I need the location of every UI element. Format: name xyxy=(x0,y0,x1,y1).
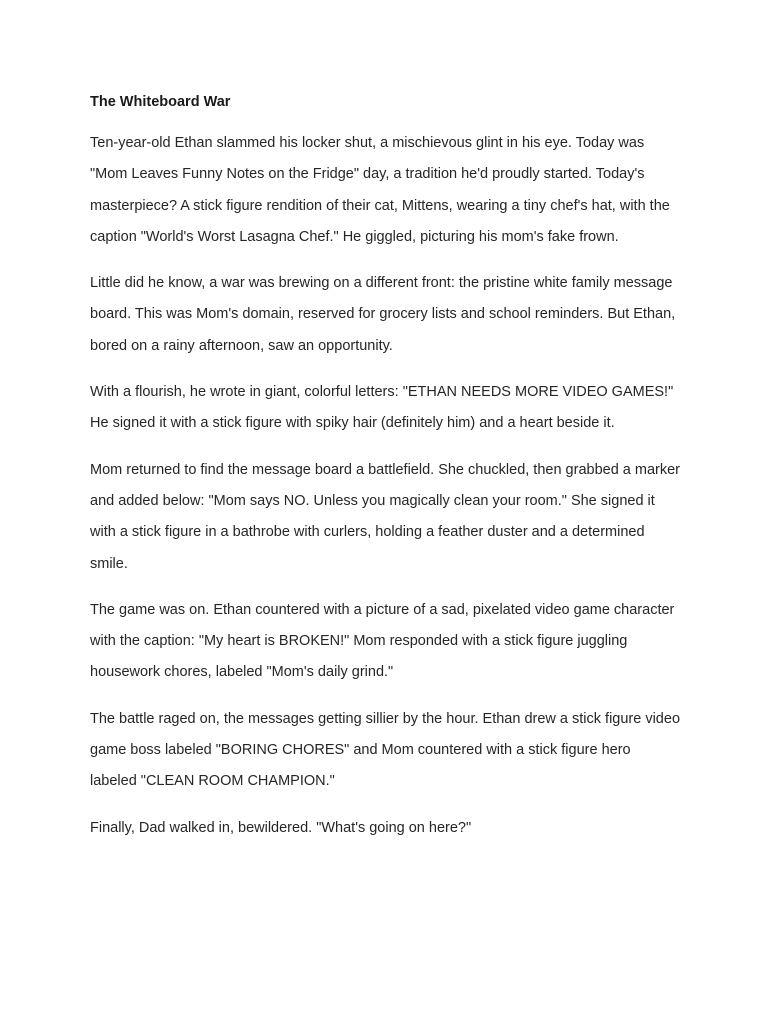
paragraph-7: Finally, Dad walked in, bewildered. "What's going on here?" xyxy=(90,819,472,836)
paragraph-3: With a flourish, he wrote in giant, colorful letters: "ETHAN NEEDS MORE VIDEO GAMES!" He signed it with a stick figure with spiky hair (definitely him) and a heart beside it. xyxy=(90,384,674,432)
paragraph-4: Mom returned to find the message board a battlefield. She chuckled, then grabbed a marker and added below: "Mom says NO. Unless you magically clean your room." She signed it with a stick figure in a bathrobe with curlers, holding a feather duster and a determined smile. xyxy=(90,461,681,572)
document-title: The Whiteboard War xyxy=(90,94,231,110)
paragraph-2: Little did he know, a war was brewing on a different front: the pristine white family message board. This was Mom's domain, reserved for grocery lists and school reminders. But Ethan, bored on a rainy afternoon, saw an opportunity. xyxy=(90,275,676,354)
paragraph-5: The game was on. Ethan countered with a picture of a sad, pixelated video game character with the caption: "My heart is BROKEN!" Mom responded with a stick figure juggling housework chores, labeled "Mom's daily grind." xyxy=(90,601,675,681)
document-page xyxy=(90,92,680,859)
paragraph-6: The battle raged on, the messages getting sillier by the hour. Ethan drew a stick figure video game boss labeled "BORING CHORES" and Mom countered with a stick figure hero labeled "CLEAN ROOM CHAMPION." xyxy=(90,710,681,790)
paragraph-1: Ten-year-old Ethan slammed his locker shut, a mischievous glint in his eye. Today was "Mom Leaves Funny Notes on the Fridge" day, a tradition he'd proudly started. Today's masterpiece? A stick figure rendition of their cat, Mittens, wearing a tiny chef's hat, with the caption "World's Worst Lasagna Chef." He giggled, picturing his mom's fake frown. xyxy=(90,135,670,245)
